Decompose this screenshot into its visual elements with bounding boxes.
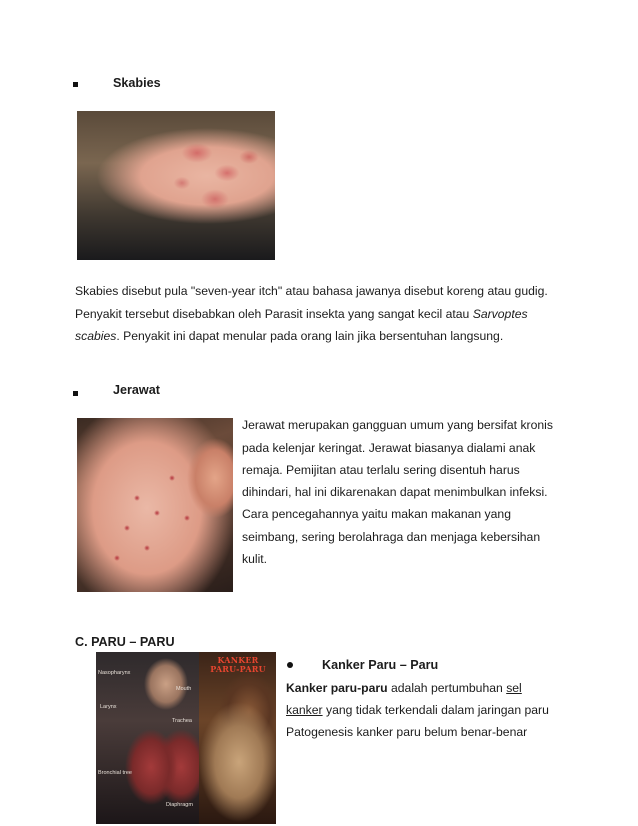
paru-paragraph-line-3: Patogenesis kanker paru belum benar-benar: [286, 725, 528, 739]
jerawat-line: Cara pencegahannya yaitu makan makanan yang: [242, 507, 511, 521]
skabies-paragraph-line-3: [75, 329, 503, 343]
bullet-square-icon: [73, 391, 78, 396]
jerawat-heading: Jerawat: [113, 383, 160, 397]
skabies-paragraph-line-1: [75, 284, 548, 298]
jerawat-line: pada kelenjar keringat. Jerawat biasanya dialami anak: [242, 441, 536, 455]
bullet-circle-icon: [287, 662, 293, 668]
link-kanker[interactable]: kanker: [286, 703, 323, 717]
diagram-label: Nasopharynx: [98, 670, 131, 676]
diagram-label: Mouth: [176, 686, 192, 692]
jerawat-line: Jerawat merupakan gangguan umum yang bersifat kronis: [242, 418, 553, 432]
jerawat-line: seimbang, sering berolahraga dan menjaga kebersihan: [242, 530, 541, 544]
skabies-text-1: Skabies disebut pula "seven-year itch" atau bahasa jawanya disebut koreng atau gudig.: [75, 284, 548, 298]
kanker-paru-heading: Kanker Paru – Paru: [322, 658, 439, 672]
skabies-species-genus: Sarvoptes: [472, 307, 528, 321]
kanker-paru-term: Kanker paru-paru: [286, 681, 388, 695]
acne-face-photo: [77, 418, 233, 592]
skabies-text-2: Penyakit tersebut disebabkan oleh Parasit insekta yang sangat kecil atau: [75, 307, 473, 321]
jerawat-line: kulit.: [242, 552, 268, 566]
diagram-label: Diaphragm: [166, 802, 193, 808]
paru-paragraph-line-1: [286, 681, 522, 695]
link-sel[interactable]: sel: [506, 681, 522, 695]
diagram-label: Bronchial tree: [98, 770, 132, 776]
skabies-text-3: . Penyakit ini dapat menular pada orang lain jika bersentuhan langsung.: [116, 329, 504, 343]
paru-paragraph-line-2: [286, 703, 549, 717]
section-title-paru: C. PARU – PARU: [75, 635, 175, 649]
skabies-species-epithet: scabies: [75, 329, 117, 343]
cancer-photo-caption: KANKER PARU-PARU: [210, 655, 266, 674]
jerawat-line: dihindari, hal ini dikarenakan dapat menimbulkan infeksi.: [242, 485, 548, 499]
diagram-label: Trachea: [172, 718, 192, 724]
jerawat-line: remaja. Pemijitan atau terlalu sering disentuh harus: [242, 463, 520, 477]
scabies-hand-photo: [77, 111, 275, 260]
paru-text-2: yang tidak terkendali dalam jaringan paru: [322, 703, 549, 717]
skabies-paragraph-line-2: [75, 307, 528, 321]
diagram-label: Larynx: [100, 704, 117, 710]
cancer-lung-photo: [199, 652, 276, 824]
bullet-square-icon: [73, 82, 78, 87]
paru-text-1: adalah pertumbuhan: [387, 681, 507, 695]
lung-anatomy-diagram: [96, 652, 199, 824]
skabies-heading: Skabies: [113, 76, 161, 90]
